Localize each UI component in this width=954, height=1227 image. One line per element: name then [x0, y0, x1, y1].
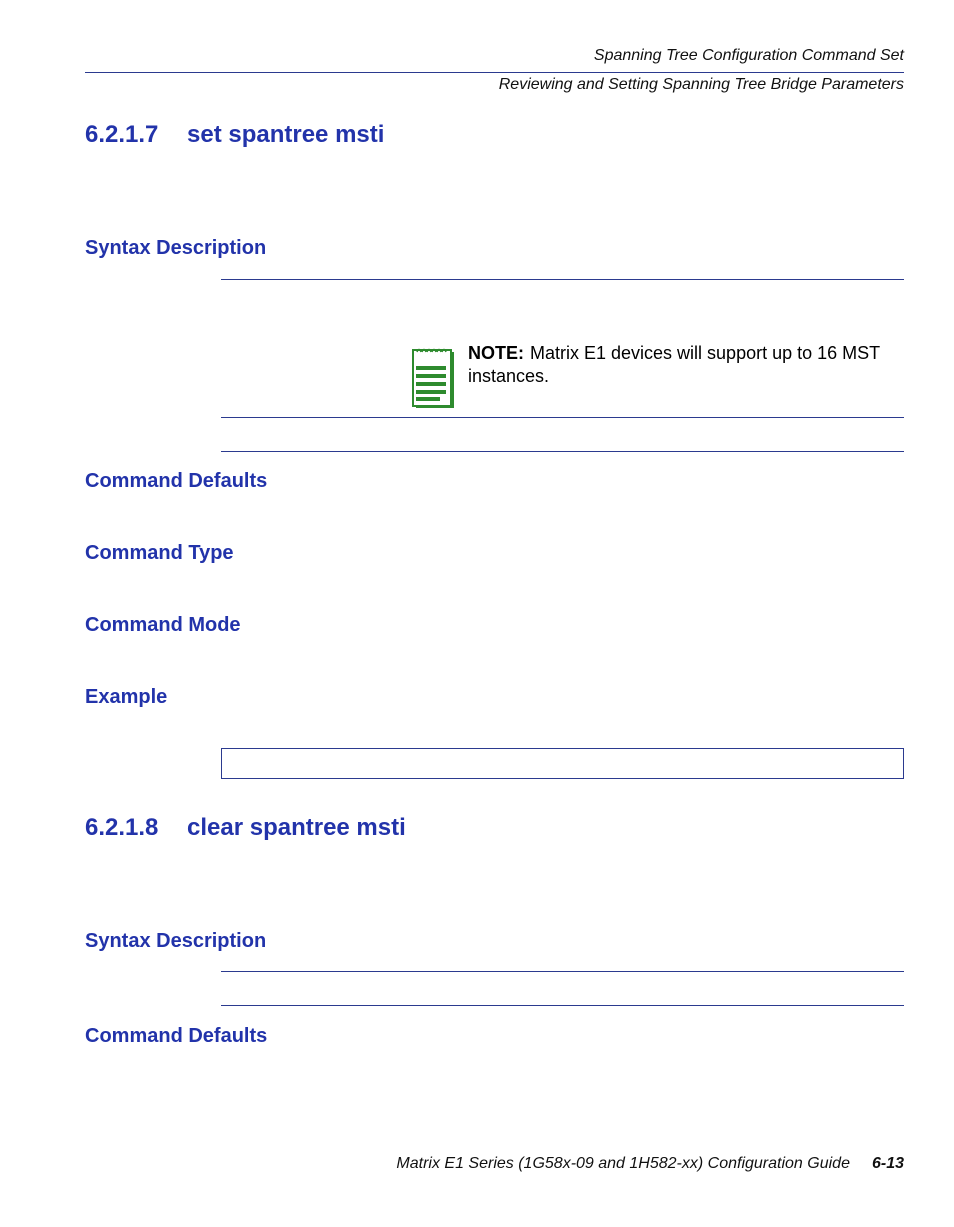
note-label: NOTE: [468, 343, 524, 363]
table-top-rule [221, 971, 904, 972]
subhead-command-mode: Command Mode [85, 614, 241, 636]
section-number: 6.2.1.8 [85, 814, 159, 841]
table-bottom-rule [221, 451, 904, 452]
subhead-command-defaults: Command Defaults [85, 470, 268, 492]
subhead-syntax-description: Syntax Description [85, 930, 267, 952]
notepad-icon [412, 346, 456, 410]
section-title: set spantree msti [187, 121, 385, 148]
page-footer [396, 1155, 904, 1173]
table-top-rule [221, 279, 904, 280]
section-heading-set-spantree-msti [85, 121, 384, 149]
example-code-box [221, 748, 904, 779]
note-body: Matrix E1 devices will support up to 16 MST instances. [468, 343, 880, 386]
subhead-command-defaults: Command Defaults [85, 1025, 268, 1047]
note-bottom-rule [221, 417, 904, 418]
header-rule [85, 72, 904, 73]
section-heading-clear-spantree-msti [85, 814, 406, 842]
page-number: 6-13 [871, 1155, 904, 1172]
running-header-section: Reviewing and Setting Spanning Tree Bridge Parameters [498, 76, 904, 93]
footer-guide-title: Matrix E1 Series (1G58x-09 and 1H582-xx) Configuration Guide [396, 1155, 850, 1172]
table-bottom-rule [221, 1005, 904, 1006]
subhead-example: Example [85, 686, 168, 708]
note-text-block [468, 342, 888, 388]
running-header-chapter: Spanning Tree Configuration Command Set [593, 47, 904, 64]
subhead-syntax-description: Syntax Description [85, 237, 267, 259]
section-title: clear spantree msti [187, 814, 406, 841]
subhead-command-type: Command Type [85, 542, 234, 564]
section-number: 6.2.1.7 [85, 121, 159, 148]
